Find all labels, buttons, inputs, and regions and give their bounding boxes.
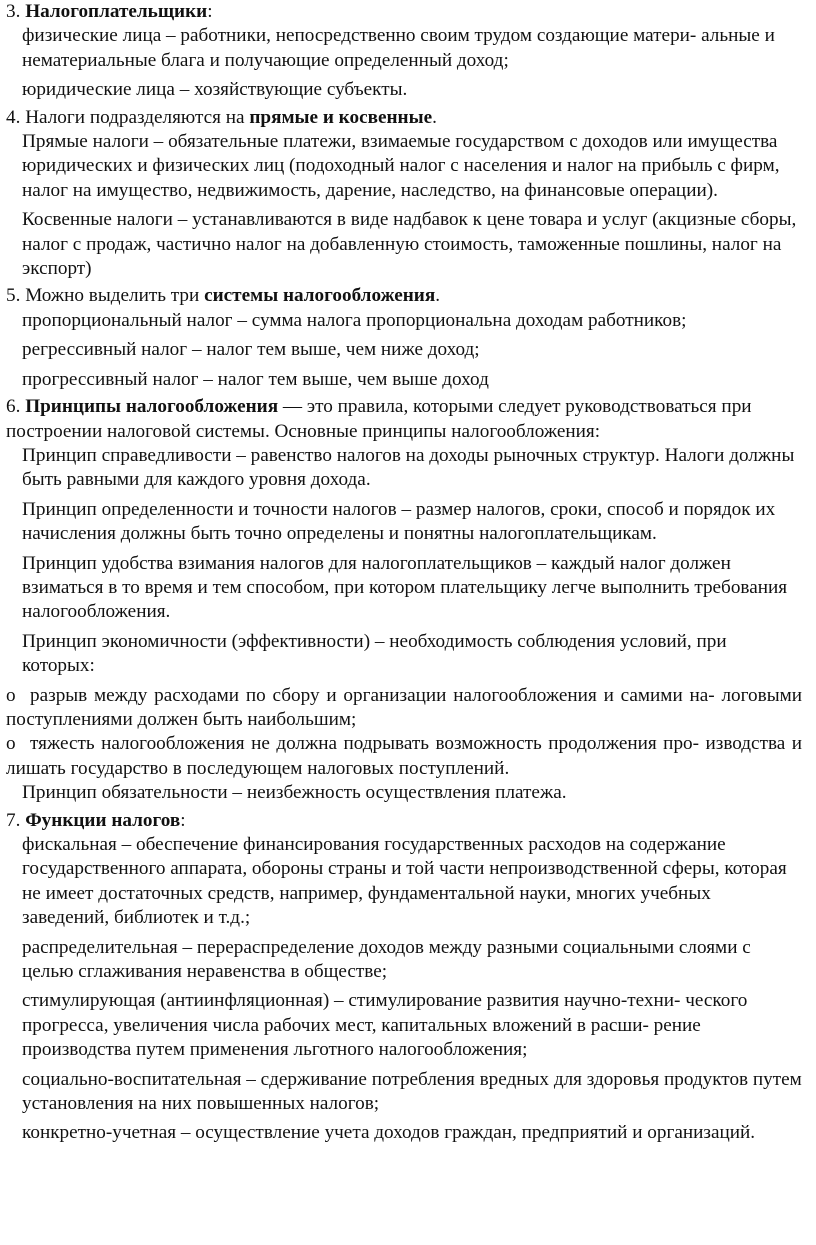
list-item: Принцип обязательности – неизбежность осуществления платежа.	[22, 782, 567, 804]
section-title: Налогоплательщики	[25, 1, 208, 22]
section-title: системы налогообложения	[204, 285, 436, 307]
bullet-marker: o	[6, 733, 16, 755]
bullet-item	[6, 684, 802, 733]
section-heading	[6, 0, 802, 24]
section-principles	[6, 395, 802, 806]
section-tax-systems	[6, 284, 802, 392]
list-item: Принцип экономичности (эффективности) – необходимость соблюдения условий, при которых:	[22, 630, 727, 677]
list-item: распределительная – перераспределение доходов между разными социальными слоями с целью сглаживания неравенства в обществе;	[22, 936, 751, 983]
section-heading-tail: :	[207, 1, 213, 22]
list-item: Косвенные налоги – устанавливаются в виде надбавок к цене товара и услуг (акцизные сборы, налог с продаж, частично налог на добавленную стоимость, таможенные пошлины, налог на экспорт)	[22, 209, 797, 280]
list-item: стимулирующая (антиинфляционная) – стимулирование развития научно-техни- ческого прогресса, увеличения числа рабочих мест, капитальных вложений в расши- рение производства путем применения льготного налогообложения;	[22, 990, 748, 1061]
bullet-item	[6, 732, 802, 781]
section-number: 3.	[6, 1, 21, 22]
list-item: социально-воспитательная – сдерживание потребления вредных для здоровья продуктов путем установления на них повышенных налогов;	[22, 1068, 802, 1115]
section-title: Принципы налогообложения	[25, 396, 279, 418]
list-item: юридические лица – хозяйствующие субъекты.	[22, 79, 408, 101]
section-heading-tail: .	[435, 285, 441, 307]
list-item: прогрессивный налог – налог тем выше, чем выше доход	[22, 368, 489, 390]
section-heading	[6, 106, 802, 130]
section-number: 5.	[6, 285, 21, 307]
bullet-text: разрыв между расходами по сбору и организации налогообложения и самими на- логовыми поступлениями должен быть наибольшим;	[6, 684, 802, 730]
section-functions	[6, 809, 802, 1146]
list-item: Принцип определенности и точности налогов – размер налогов, сроки, способ и порядок их начисления должны быть точно определены и понятны налогоплательщикам.	[22, 498, 776, 545]
section-taxpayers	[6, 0, 802, 103]
section-heading	[6, 809, 802, 833]
section-number: 4.	[6, 106, 21, 128]
bullet-text: тяжесть налогообложения не должна подрывать возможность продолжения про- изводства и лишать государство в последующем налоговых поступлений.	[6, 733, 802, 779]
list-item: Принцип удобства взимания налогов для налогоплательщиков – каждый налог должен взиматься в то время и тем способом, при котором плательщику легче выполнить требования налогообложения.	[22, 552, 788, 623]
bullet-marker: o	[6, 684, 16, 706]
section-heading-tail: .	[432, 106, 437, 128]
list-item: регрессивный налог – налог тем выше, чем ниже доход;	[22, 339, 480, 361]
section-number: 7.	[6, 809, 21, 831]
section-tax-types	[6, 106, 802, 282]
section-heading-lead: Можно выделить три	[25, 285, 205, 307]
section-heading	[6, 395, 802, 444]
section-heading-lead: Налоги подразделяются на	[25, 106, 250, 128]
list-item: конкретно-учетная – осуществление учета доходов граждан, предприятий и организаций.	[22, 1122, 756, 1144]
section-title: Функции налогов	[25, 809, 181, 831]
section-heading	[6, 284, 802, 308]
section-number: 6.	[6, 396, 21, 418]
list-item: Прямые налоги – обязательные платежи, взимаемые государством с доходов или имущества юридических и физических лиц (подоходный налог с населения и налог на прибыль с фирм, налог на имущество, недвижимость, дарение, наследство, на финансовые операции).	[22, 131, 780, 201]
list-item: пропорциональный налог – сумма налога пропорциональна доходам работников;	[22, 309, 687, 331]
section-title: прямые и косвенные	[249, 106, 433, 128]
section-heading-tail: — это правила, которыми следует руководствоваться при построении налоговой системы. Основные принципы налогообложения:	[6, 396, 752, 442]
list-item: Принцип справедливости – равенство налогов на доходы рыночных структур. Налоги должны быть равными для каждого уровня дохода.	[22, 444, 795, 491]
list-item: физические лица – работники, непосредственно своим трудом создающие матери- альные и нематериальные блага и получающие определенный доход;	[22, 25, 775, 71]
section-heading-tail: :	[180, 809, 186, 831]
list-item: фискальная – обеспечение финансирования государственных расходов на содержание государственного аппарата, обороны страны и той части непроизводственной сферы, которая не имеет достаточных средств, например, фундаментальной науки, многих учебных заведений, библиотек и т.д.;	[22, 834, 787, 929]
